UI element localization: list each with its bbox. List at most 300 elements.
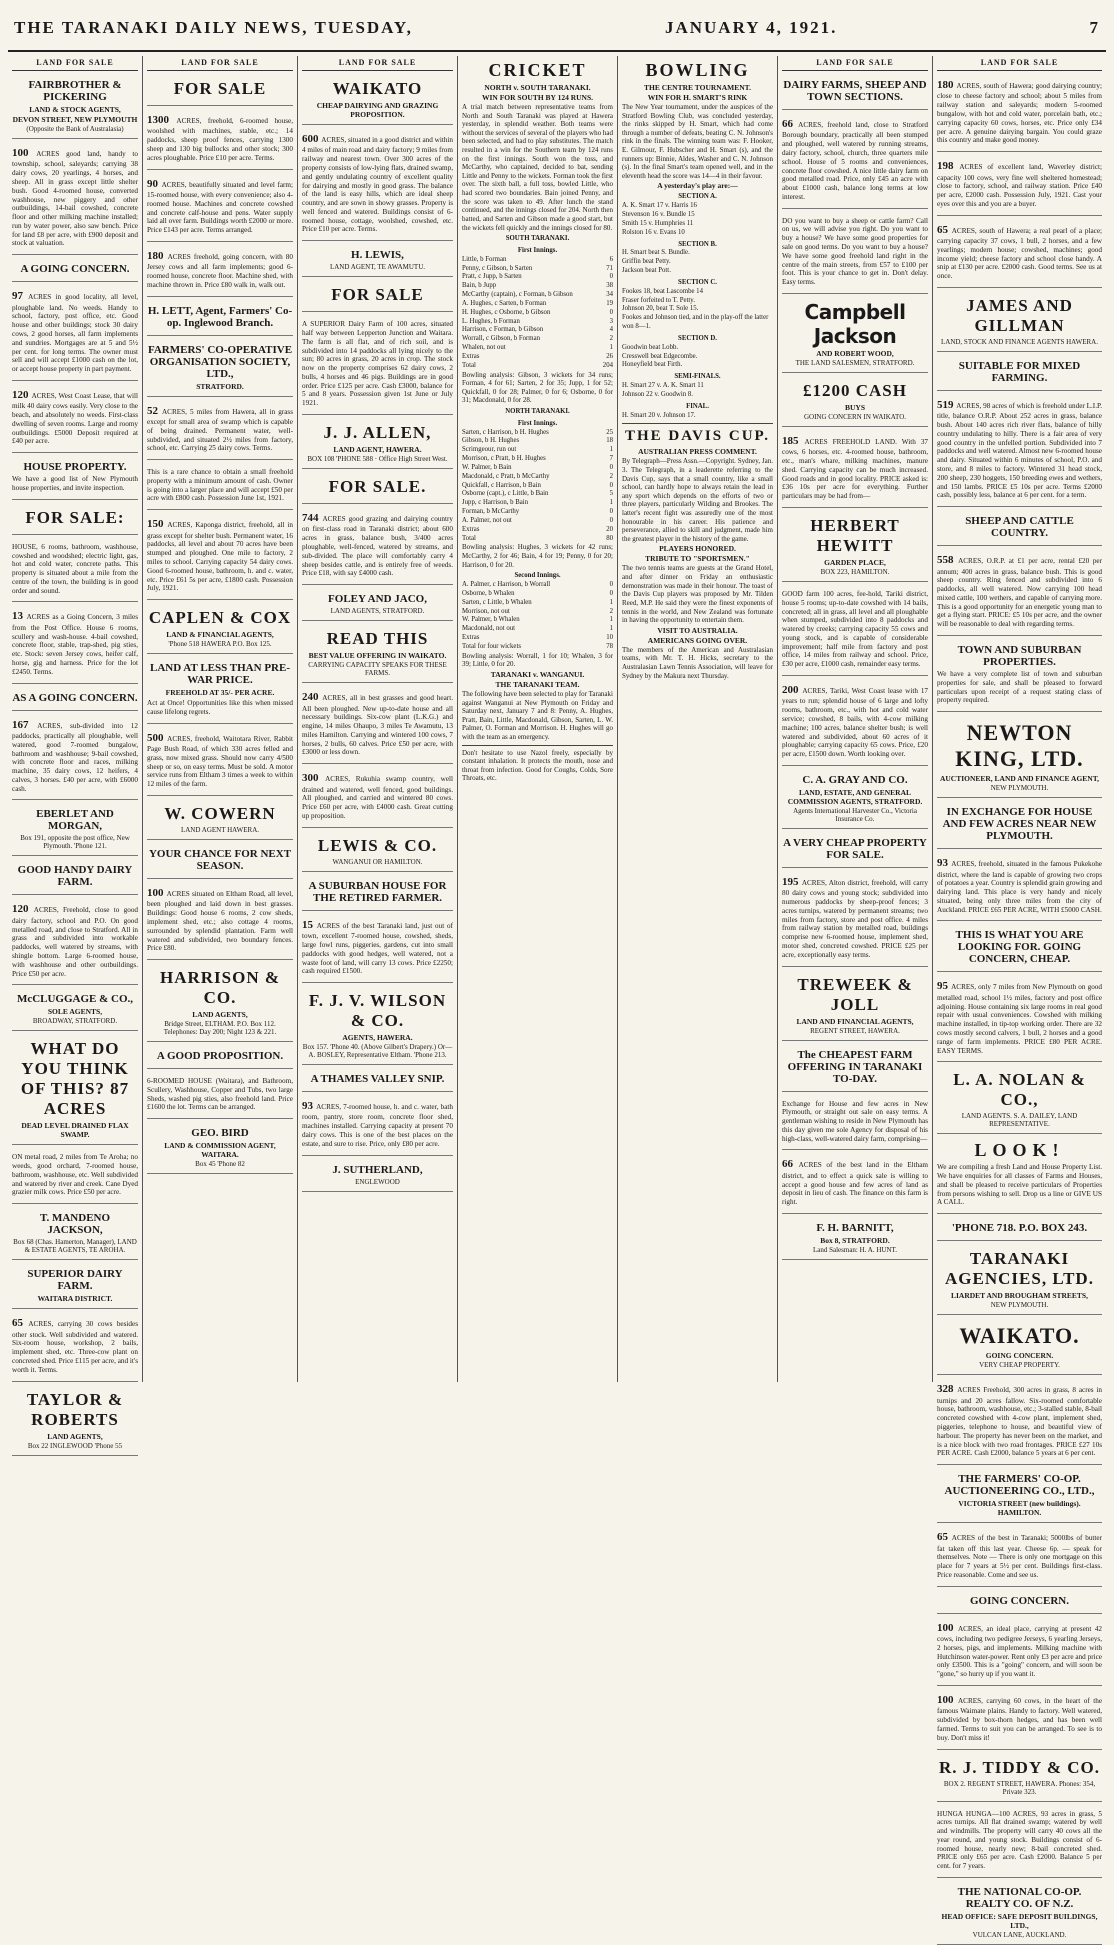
advertisement (937, 155, 1102, 216)
ad-title: HERBERT HEWITT (810, 516, 900, 555)
advertisement (937, 1753, 1102, 1802)
advertisement (302, 315, 453, 415)
runs: 0 (609, 589, 613, 597)
bowling-column (618, 56, 778, 1382)
batsman: Macdonald, not out (462, 625, 516, 633)
advertisement (937, 1689, 1102, 1750)
runs: 2 (609, 607, 613, 615)
ad-subtitle: FREEHOLD AT 35/- PER ACRE. (165, 688, 275, 698)
column-7 (933, 56, 1106, 1939)
ad-body: 240 ACRES, all in best grasses and good heart. All been ploughed. New up-to-date house and all necessary buildings. Six-cow plant (L.K.G.) and engine, 14 miles Ohaupo, 3 miles Te Awamutu, 13 miles Hamilton. Carrying and wintered 100 cows, 7 horses, 2 bulls, 60 calves. Price £50 per acre, with £3000 or less down. (302, 691, 453, 757)
column-2 (143, 56, 298, 1382)
section-result: Cresswell beat Edgecombe. (622, 352, 698, 360)
ad-title: GEO. BIRD (191, 1127, 249, 1140)
batsman: Whalen, not out (462, 344, 506, 352)
ad-contact: NEW PLYMOUTH. (990, 784, 1049, 793)
advertisement (937, 1617, 1102, 1686)
advertisement (147, 300, 293, 336)
advertisement (302, 686, 453, 764)
ad-contact: LAND, STOCK AND FINANCE AGENTS HAWERA. (940, 337, 1098, 346)
cricket-report: A trial match between representative teams from North and South Taranaki was played at Hawera yesterday, in splendid weather. Both teams were without the services of several of the players who had been selected, and had to play substitutes. The match resulted in a win for the Southern team by 124 runs on the first innings. South won the toss, and McCarthy, who captained, decided to bat, sending Little and Penny to the wickets. Forman took the first over. The sixth ball, a full toss, bowled Little, who had scored two boundaries. Bain joined Penny, and the score was taken to 49. After lunch the stand continued, and the innings closed for 204. North then batted, and Sarten and Gibson made a good start, but the wickets fell quickly and the innings closed for 80. (462, 103, 613, 232)
batsman: Morrison, c Pratt, b H. Hughes (462, 455, 546, 463)
ad-contact: Bridge Street, ELTHAM. P.O. Box 112. Telephones: Day 200; Night 123 & 221. (163, 1020, 277, 1037)
ad-title: THIS IS WHAT YOU ARE LOOKING FOR. GOING CONCERN, CHEAP. (955, 929, 1084, 966)
ad-contact: REGENT STREET, HAWERA. (810, 1026, 900, 1035)
ad-title: £1200 CASH (803, 380, 907, 400)
ad-contact: BOX 108 'PHONE 588 · Office High Street West. (307, 455, 448, 464)
advertisement (302, 1095, 453, 1156)
bowling-subheading: THE CENTRE TOURNAMENT. (644, 83, 751, 92)
ad-body: 6-ROOMED HOUSE (Waitara), and Bathroom, Scullery, Washhouse, Copper and Tubs, two large Sheds, washed pig sties, also freehold land. Price £1600 the lot. Terms can be arranged. (147, 1077, 293, 1112)
ad-subtitle: WAITARA DISTRICT. (37, 1294, 113, 1304)
acreage-figure: 240 (302, 691, 323, 704)
runs: 0 (609, 308, 613, 316)
ad-contact: THE LAND SALESMEN, STRATFORD. (795, 358, 915, 367)
runs: 18 (606, 437, 613, 445)
advertisement (12, 258, 138, 282)
masthead-left: THE TARANAKI DAILY NEWS, TUESDAY, (14, 18, 413, 37)
section-result: Fookes and Johnson tied, and in the play-off the latter won 8—1. (622, 314, 769, 331)
score-row (462, 309, 613, 318)
section-result: Stevenson 16 v. Bundle 15 (622, 211, 695, 219)
ad-body: 65 ACRES, carrying 30 cows besides other stock. Well subdivided and watered. Six-room house, workshop, 2 bails, implement shed, etc. Three-cow plant on concreted shed. Price £115 per acre, and it's worth it. Terms. (12, 1317, 138, 1374)
section-result: H. Smart 27 v. A. K. Smart 11 (622, 382, 704, 390)
advertisement (147, 400, 293, 461)
ad-body: 15 ACRES of the best Taranaki land, just out of town, excellent 7-roomed house, cowshed, sheds, large fowl runs, piggeries, gardens, cut into small paddocks with good hedges, well watered, not a waste foot of land, will carry 13 cows. Price £2250; cash required £1500. (302, 918, 453, 976)
section-result: Honeyfield beat Firth. (622, 361, 683, 369)
score-row (462, 464, 613, 473)
bowling-results-intro: A yesterday's play are:— (657, 181, 738, 191)
advertisement (302, 128, 453, 241)
acreage-figure: 200 (782, 684, 803, 697)
ad-subtitle: GARDEN PLACE, (824, 558, 886, 567)
advertisement (147, 882, 293, 960)
visit-title: VISIT TO AUSTRALIA. (657, 625, 738, 635)
section-result: Smith 15 v. Humphries 11 (622, 219, 694, 227)
cricket-heading: CRICKET (488, 60, 587, 80)
south-batting (462, 256, 613, 371)
advertisement (147, 1045, 293, 1069)
runs: 1 (609, 625, 613, 633)
scorecard (462, 235, 613, 669)
ad-body: 100 ACRES situated on Eltham Road, all level, been ploughed and laid down in best grasses. Buildings: Good house 6 rooms, 2 cow sheds, implement shed, etc.; also cottage 4 rooms, surrounded by splendid plantation. Farm well watered and subdivided, two boundary fences. Price £80. (147, 887, 294, 953)
ad-title: EBERLET AND MORGAN, (36, 808, 114, 833)
ad-title: WAIKATO. (959, 1323, 1080, 1349)
acreage-figure: 195 (782, 875, 802, 888)
section-result: Fookes 18, beat Lascombe 14 (622, 287, 703, 295)
batsman: Forman, b McCarthy (462, 508, 520, 516)
second-innings-title: Second Innings. (514, 572, 561, 580)
section-result: H. Smart beat S. Bundle. (622, 249, 690, 257)
advertisement (147, 963, 293, 1042)
runs: 78 (606, 642, 613, 650)
advertisement (937, 1217, 1102, 1241)
scorecard-innings: First Innings. (517, 246, 558, 254)
batsman: W. Palmer, b Whalen (462, 616, 520, 624)
batsman: Extras (462, 352, 480, 360)
advertisement (782, 430, 928, 508)
runs: 38 (606, 282, 613, 290)
advertisement (12, 538, 138, 603)
ad-title: TAYLOR & ROBERTS (26, 1389, 124, 1429)
score-row (462, 581, 613, 590)
ad-title: TARANAKI AGENCIES, LTD. (945, 1249, 1094, 1289)
ad-title: TOWN AND SUBURBAN PROPERTIES. (957, 644, 1082, 669)
ad-subtitle: HEAD OFFICE: SAFE DEPOSIT BUILDINGS, LTD., (941, 1911, 1098, 1930)
advertisement (147, 1072, 293, 1119)
ad-subtitle: SOLE AGENTS, (47, 1007, 103, 1017)
ad-contact: 'Phone 518 HAWERA P.O. Box 125. (168, 640, 272, 649)
advertisement (937, 852, 1102, 921)
score-row (462, 265, 613, 274)
section-title: SECTION A. (678, 193, 717, 201)
runs: 1 (609, 344, 613, 352)
ad-contact: Box 22 INGLEWOOD 'Phone 55 (27, 1441, 123, 1450)
ad-body: 93 ACRES, 7-roomed house, h. and c. water, bath room, pantry, store room, concrete floor shed, machines installed. Carrying capacity at present 70 dairy cows. This is one of the best places on the estate, and sure to rise. Price, only £80 per acre. (302, 1100, 453, 1148)
score-row (462, 634, 613, 643)
batsman: L. Hughes, b Forman (462, 317, 520, 325)
advertisement (12, 859, 138, 895)
score-row (462, 335, 613, 344)
advertisement (12, 687, 138, 711)
ad-title: T. MANDENO JACKSON, (39, 1212, 111, 1237)
ad-title: FOR SALE (331, 285, 424, 305)
batsman: Pratt, c Jupp, b Sarten (462, 273, 522, 281)
players-honored-sub: TRIBUTE TO "SPORTSMEN." (645, 554, 750, 564)
advertisement (302, 472, 453, 504)
ad-logo: Campbell Jackson (804, 299, 906, 348)
runs: 1 (609, 616, 613, 624)
score-row (462, 643, 613, 652)
ad-title: H. LEWIS, (351, 249, 404, 262)
ad-subtitle: BUYS (844, 402, 865, 412)
ad-body: 66 ACRES of the best land in the Eltham district, and to effect a quick sale is willing to accept a good house and few acres of land as deposit in lieu of cash. The finance on this farm is right. (782, 1158, 928, 1207)
acreage-figure: 100 (147, 887, 167, 899)
team-list: The following have been selected to play for Taranaki against Wanganui at New Plymouth on Friday and Saturday next, January 7 and 8: Penny, A. Hughes, Pratt, Bain, Little, Macdonald, Gibson, Sarten, L. W. Palmer, O. Forman and Morrison. H. Hughes will go with the team as an emergency. (462, 689, 613, 741)
taranaki-wanganui: TARANAKI v. WANGANUI. (490, 669, 585, 679)
ad-contact: CARRYING CAPACITY SPEAKS FOR THESE FARMS. (308, 661, 447, 678)
batsman: A. Palmer, c Harrison, b Worrall (462, 581, 551, 589)
section-result: Griffin beat Petty. (622, 258, 671, 266)
advertisement (302, 914, 453, 983)
advertisement (937, 549, 1102, 636)
advertisement (782, 585, 928, 676)
section-result: H. Smart 20 v. Johnson 17. (622, 411, 696, 419)
runs: 10 (606, 634, 613, 642)
north-bowling: Bowling analysis: Hughes, 3 wickets for 42 runs; McCarthy, 2 for 46; Bain, 4 for 19; Penny, 0 for 20; Harrison, 0 for 20. (462, 543, 613, 569)
advertisement (937, 394, 1102, 507)
ad-body: We have a good list of New Plymouth house properties, and invite inspection. (12, 475, 138, 492)
advertisement (937, 1244, 1102, 1315)
advertisement (12, 1385, 138, 1456)
ad-title: A THAMES VALLEY SNIP. (310, 1073, 445, 1086)
score-row (462, 482, 613, 491)
advertisement (937, 219, 1102, 288)
ad-body: Exchange for House and few acres in New Plymouth, or straight out sale on easy terms. A gentleman wishing to reside in New Plymouth has this day given me sole Agency for disposal of his high-class, well-watered dairy farm, comprising— (782, 1099, 928, 1143)
advertisement (782, 679, 928, 766)
advertisement (302, 831, 453, 872)
advertisement (147, 513, 293, 600)
advertisement (12, 503, 138, 535)
ad-body: We have a very complete list of town and suburban properties for sale, and shall be pleased to forward particulars upon receipt of a request stating class of property required. (937, 670, 1102, 705)
ad-contact: Land Salesman: H. A. HUNT. (812, 1246, 898, 1254)
ad-title: J. SUTHERLAND, (332, 1163, 423, 1176)
second-bowling: Bowling analysis: Worrall, 1 for 10; Whalen, 3 for 39; Little, 0 for 20. (462, 651, 613, 669)
advertisement (147, 463, 293, 510)
batsman: Little, b Forman (462, 255, 507, 263)
advertisement (302, 418, 453, 469)
ad-subtitle: Box 8, STRATFORD. (820, 1236, 890, 1245)
section-title: SECTION B. (678, 240, 717, 248)
advertisement (302, 875, 453, 911)
acreage-figure: 600 (302, 133, 322, 145)
runs: 0 (609, 581, 613, 589)
score-row (462, 490, 613, 499)
masthead-date: JANUARY 4, 1921. (664, 18, 838, 37)
ad-body: GOOD farm 100 acres, fee-hold, Tariki district, house 5 rooms; up-to-date cowshed with 14 bails, concreted; all in grass, all level and all ploughable when stumped, subdivided into 8 paddocks and watered by creeks; carrying capacity 55 cows and young stock, and is capable of considerable improvement; half mile from factory and post office, 14 miles from railway and school. Price, £30 per acre, £1000 cash, remainder easy terms. (782, 590, 928, 669)
runs: 1 (609, 499, 613, 507)
ad-title: The CHEAPEST FARM OFFERING IN TARANAKI TO-DAY. (787, 1048, 923, 1085)
ad-title: SUITABLE FOR MIXED FARMING. (958, 359, 1081, 384)
column-6 (778, 56, 933, 1382)
advertisement (147, 173, 293, 242)
advertisement (937, 1881, 1102, 1945)
ad-contact: WANGANUI OR HAMILTON. (332, 857, 423, 866)
ad-title: LAND AT LESS THAN PRE-WAR PRICE. (150, 662, 290, 687)
north-innings: First Innings. (517, 419, 558, 427)
section-result: Goodwin beat Lobb. (622, 343, 679, 351)
section-title: SECTION C. (678, 278, 717, 286)
davis-cup-report: By Telegraph—Press Assn.—Copyright. Sydney, Jan. 3. The Telegraph, in a leaderette referring to the Davis Cup, says that a small country, like a small school, can hardly hope to always retain the lead in any sport which depends on the efforts of two or three players, particularly Wilding and Brookes. The latter's recent fight was assuredly one of the most honourable in his career. His patience and perseverance, allied to skill and judgment, made him the greatest player in the history of the game. (622, 457, 773, 543)
acreage-figure: 52 (147, 404, 162, 417)
section-result: Johnson 22 v. Goodwin 8. (622, 390, 693, 398)
ad-body: DO you want to buy a sheep or cattle farm? Call on us, we will advise you right. Do you want to buy a house? We have some good properties for sale on good terms. Do you want to buy a house? We have some good freehold land right in the centre of the main streets, from £57 to £100 per foot. This is your chance to get in. Don't delay. Easy terms. (782, 216, 928, 287)
ad-contact: VERY CHEAP PROPERTY. (979, 1361, 1060, 1370)
ad-body: We are compiling a fresh Land and House Property List. We have enquiries for all classes of Farms and Houses, and shall be pleased to receive particulars of Properties from persons wishing to sell. Drop us a line or GIVE US A CALL. (937, 1163, 1102, 1207)
advertisement (937, 801, 1102, 849)
ad-subtitle: CHEAP DAIRYING AND GRAZING PROPOSITION. (316, 101, 439, 119)
runs: 20 (606, 525, 613, 533)
advertisement (937, 1590, 1102, 1614)
acreage-figure: 95 (937, 980, 952, 993)
score-row (462, 599, 613, 608)
acreage-figure: 558 (937, 554, 959, 567)
ad-body: 195 ACRES, Alton district, freehold, will carry 80 dairy cows and young stock; subdivided into numerous paddocks by sheep-proof fences; 3 acres turnips, watered by permanent streams; two miles from factory, store and post office. 4 miles from railway station by metalled road, buildings comprise new 6-roomed house, implement shed, motor shed, concreted cowshed. PRICE £25 per acre, exceptionally easy terms. (782, 875, 928, 959)
score-row (462, 318, 613, 327)
ad-contact: Box 68 (Chas. Hamerton, Manager), LAND & ESTATE AGENTS, TE AROHA. (13, 1238, 137, 1255)
players-honored-title: PLAYERS HONORED. (659, 544, 736, 554)
advertisement (782, 511, 928, 582)
ad-title: A GOING CONCERN. (20, 263, 130, 276)
ad-contact: Box 45 'Phone 82 (195, 1160, 245, 1169)
batsman: McCarthy (captain), c Forman, b Gibson (462, 291, 573, 299)
davis-cup-subheading: AUSTRALIAN PRESS COMMENT. (638, 447, 757, 457)
advertisement (147, 245, 293, 297)
ad-title: WHAT DO YOU THINK OF THIS? 87 ACRES (20, 1039, 130, 1119)
ad-title: CAPLEN & COX (148, 608, 292, 628)
advertisement (147, 727, 293, 796)
batsman: Macdonald, c Pratt, b McCarthy (462, 472, 550, 480)
ad-title: JAMES AND GILLMAN (966, 295, 1073, 335)
score-row (462, 616, 613, 625)
cricket-subheading: NORTH v. SOUTH TARANAKI. (484, 83, 591, 92)
acreage-figure: 198 (937, 160, 960, 173)
ad-body: ON metal road, 2 miles from Te Aroha; no weeds, good orchard, 7-roomed house, bathroom, washhouse, etc. Well subdivided and watered by river and creek. Cane Dyed grazier milk cows. Price £50 per acre. (12, 1153, 138, 1197)
advertisement (12, 285, 138, 381)
advertisement (302, 74, 453, 125)
advertisement (302, 507, 453, 585)
advertisement (937, 1378, 1102, 1465)
advertisement (937, 975, 1102, 1062)
advertisement (12, 456, 138, 500)
advertisement (12, 384, 138, 453)
advertisement (782, 297, 928, 373)
ad-body: 66 ACRES, freehold land, close to Stratford Borough boundary, practically all been stumped and ploughed, well watered by running streams, dairy factory, school, church, three quarters mile school. House of 5 rooms and conveniences, concrete floor cowshed. A nice little dairy farm on good metalled road. Price, only £45 an acre with about £1000 cash, balance long terms at low interest. (782, 118, 929, 201)
ad-body: HUNGA HUNGA—100 ACRES, 93 acres in grass, 5 acres turnips. All flat drained swamp; watered by well and windmills. The property will carry 40 cows all the year round, and young stock. Buildings consist of 6-roomed house, nearly new; 8-bail concreted shed. PRICE only £65 per acre. Cash £2000. Balance 5 per cent. for 7 years. (937, 1809, 1102, 1871)
ad-body: 90 ACRES, beautifully situated and level farm; 15-roomed house, with every convenience; also 4-roomed house. Machines and concrete cowshed and concrete calf-house and pens. Water supply laid all over farm. Buildings worth £2000 or more. Price £143 per acre. Terms arranged. (147, 177, 294, 235)
advertisement (147, 74, 293, 106)
section-result: A. K. Smart 17 v. Harris 16 (622, 202, 697, 210)
advertisement (937, 291, 1102, 352)
score-row (462, 608, 613, 617)
score-row (462, 526, 613, 535)
ad-subtitle: LIARDET AND BROUGHAM STREETS, (951, 1291, 1088, 1301)
ad-contact: (Opposite the Bank of Australasia) (26, 125, 124, 133)
column-header: LAND FOR SALE (782, 56, 928, 71)
advertisement (937, 715, 1102, 798)
acreage-figure: 519 (937, 398, 957, 411)
ad-title: A SUBURBAN HOUSE FOR THE RETIRED FARMER. (308, 879, 447, 904)
batsman: Extras (462, 525, 480, 533)
advertisement (147, 109, 293, 170)
ad-contact: BOX 2. REGENT STREET, HAWERA. Phones: 354, Private 323. (943, 1779, 1096, 1796)
acreage-figure: 100 (937, 1621, 958, 1634)
batsman: A. Hughes, c Sarten, b Forman (462, 299, 547, 307)
columns (8, 56, 1106, 1939)
players-honored-report: The two tennis teams are guests at the Grand Hotel, and after dinner on Friday an enthusiastic demonstration was made in their honour. The toast of the Davis Cup players was proposed by Mr. Tilden Reed, M.P. He said they were the finest exponents of tennis in the world, and New Zealand was fortunate in having the opportunity to entertain them. (622, 564, 773, 625)
advertisement (937, 510, 1102, 546)
batsman: Worrall, c Gibson, b Forman (462, 335, 540, 343)
ad-address: DEVON STREET, NEW PLYMOUTH (12, 115, 138, 124)
ad-subtitle: AGENTS, HAWERA. (342, 1033, 413, 1043)
ad-title: FOR SALE. (328, 477, 427, 497)
batsman: Jupp, c Harrison, b Bain (462, 499, 529, 507)
advertisement (12, 803, 138, 856)
score-row (462, 282, 613, 291)
advertisement (937, 1468, 1102, 1523)
ad-subtitle: STRATFORD. (196, 381, 244, 391)
ad-body: 120 ACRES, Freehold, close to good dairy factory, school and P.O. On good metalled road, and close to Stratford. All in grass and subdivided into workable paddocks, well watered by streams, with shingle bottom. Large 6-roomed house, with washhouse and other outbuildings. Price £50 per acre. (12, 903, 139, 978)
ad-title: FAIRBROTHER & PICKERING (28, 79, 122, 103)
runs: 0 (609, 516, 613, 524)
advertisement (782, 212, 928, 294)
ad-title: SHEEP AND CATTLE COUNTRY. (965, 515, 1074, 540)
advertisement (12, 74, 138, 139)
ad-contact: VULCAN LANE, AUCKLAND. (972, 1930, 1067, 1939)
runs: 0 (609, 481, 613, 489)
ad-title: GOING CONCERN. (969, 1594, 1069, 1607)
section-title: SECTION D. (678, 334, 717, 342)
ad-body: 558 ACRES, O.R.P. at £1 per acre, rental £20 per annum; 400 acres in grass, balance bush. This is good sheep country. Ring fenced and subdivided into 6 paddocks, all well watered. Now carrying 100 head mixed cattle, 100 wethers, and capable of carrying more. This is a good opportunity for an energetic young man to get a flying start. PRICE: £5 10s per acre, and the owner will be reasonable to deal with regarding terms. (937, 554, 1103, 629)
ad-body: HOUSE, 6 rooms, bathroom, washhouse, cowshed and woodshed; electric light, gas, hot and cold water, concrete paths. This property is situated about a mile from the centre of the town, the building is in good order and sound. (12, 542, 138, 595)
advertisement (12, 1263, 138, 1309)
acreage-figure: 100 (12, 147, 37, 159)
north-title: NORTH TARANAKI. (505, 408, 570, 415)
advertisement (302, 280, 453, 312)
score-row (462, 499, 613, 508)
ad-contact: Agents International Harvester Co., Victoria Insurance Co. (793, 806, 917, 823)
ad-title: A VERY CHEAP PROPERTY FOR SALE. (783, 836, 927, 861)
advertisement (147, 603, 293, 654)
advertisement (147, 799, 293, 840)
ad-body: 600 ACRES, situated in a good district and within 4 miles of main road and dairy factory; 9 miles from railway and nearest town. Over 300 acres of the property consists of low-lying flats, drained swamp, and gently undulating country of excellent quality for dairying and mostly in good grass. The balance of the land is easy hills, which are ideal sheep country, and are sown in showy grasses. Property is well fenced and watered. Buildings consist of 6-roomed house, cottage, woolshed, cowshed, etc. Price £10 per acre. Terms. (302, 133, 454, 234)
ad-title: AS A GOING CONCERN. (12, 691, 138, 704)
ad-contact: LAND AGENTS. S. A. DAILEY, LAND REPRESENTATIVE. (961, 1112, 1078, 1129)
ad-title: L. A. NOLAN & CO., (953, 1070, 1086, 1110)
ad-body: 93 ACRES, freehold, situated in the famous Pukekohe district, where the land is capable of growing two crops of potatoes a year. Country is splendid grain growing and dairying land. This place is very handy and nicely situated, being only three miles from the city of Auckland. PRICE £65 PER ACRE, WITH £5000 CASH. (937, 857, 1102, 914)
bowling-report: The New Year tournament, under the auspices of the Stratford Bowling Club, was concluded yesterday, the rinks skipped by H. Smart, which had come through a number of defeats, beating C. N. Johnson's rink in the finals. The winning team was: F. Hooker, E. Gilmour, F. Hubscher and H. Smart (s), and the runners up: Binnie, Aldes, Washer and C. N. Johnson (s). In the final Smart's team opened well, and in the eleventh head the score was 14—4 in their favour. (622, 103, 773, 180)
score-row (462, 362, 613, 371)
advertisement (782, 1153, 928, 1214)
advertisement (937, 74, 1102, 152)
advertisement (302, 986, 453, 1065)
masthead (8, 6, 1106, 52)
batsman: Morrison, not out (462, 607, 510, 615)
batsman: Quickfall, c Harrison, b Bain (462, 481, 541, 489)
column-header: LAND FOR SALE (147, 56, 293, 71)
ad-body: 744 ACRES good grazing and dairying country on first-class road in Taranaki district; about 600 acres in grass, balance bush, 3/400 acres ploughable, well-fenced, watered by streams, and sub-divided. The place will comfortably carry 4 sheep besides cattle, and is entirely free of weeds. Price £18, with say £4000 cash. (302, 512, 453, 578)
advertisement (12, 605, 138, 683)
score-row (462, 535, 613, 544)
ad-title: W. COWERN (164, 804, 276, 823)
advertisement (937, 1805, 1102, 1878)
ad-title: HARRISON & CO. (159, 968, 281, 1008)
advertisement (147, 657, 293, 724)
advertisement (937, 355, 1102, 391)
ad-body: A SUPERIOR Dairy Farm of 100 acres, situated half way between Lepperton Junction and Waitara. The farm is all flat, and of rich soil, and is subdivided into 14 paddocks all lying nicely to the sun; 80 acres in grass, 20 acres in crop. The stock now on the property comprises 62 dairy cows, 2 bulls, 4 horses and 46 pigs. Buildings are in good order. Price £125 per acre. Cash £3000, balance for 5 and 8 years. Possession given 1st June or July 1921. (302, 320, 453, 408)
advertisement (782, 1044, 928, 1092)
batsman: A. Palmer, not out (462, 516, 512, 524)
score-row (462, 273, 613, 282)
acreage-figure: 66 (782, 118, 799, 130)
batsman: W. Palmer, b Bain (462, 463, 512, 471)
score-row (462, 300, 613, 309)
advertisement (937, 924, 1102, 972)
ad-title: IN EXCHANGE FOR HOUSE AND FEW ACRES NEAR NEW PLYMOUTH. (942, 806, 1097, 843)
ad-body: 13 ACRES as a Going Concern, 3 miles from the Post Office. House 6 rooms, scullery and wash-house. 4-bail cowshed, concrete floor, stable, trap-shed, pig sties, etc. Stock: seven Jersey cows, heifer calf, horse, gig and harness. Price for the lot £2450. Terms. (12, 610, 139, 676)
ad-body: 500 ACRES, freehold, Waitotara River, Rabbit Page Bush Road, of which 330 acres felled and grass, now mixed grass. Should now carry 4/500 sheep or so, on easy terms. Must be sold. A motor service runs from Eltham 3 times a week to within 12 miles of the farm. (147, 731, 293, 789)
score-row (462, 517, 613, 526)
ad-subtitle: BEST VALUE OFFERING IN WAIKATO. (308, 651, 447, 661)
runs: 71 (606, 264, 613, 272)
ad-title: READ THIS (326, 629, 429, 649)
advertisement (12, 1148, 138, 1204)
advertisement (147, 1122, 293, 1174)
advertisement (302, 624, 453, 683)
runs: 0 (609, 273, 613, 281)
advertisement (937, 1318, 1102, 1375)
cricket-result: WIN FOR SOUTH BY 124 RUNS. (482, 93, 593, 102)
column-3 (298, 56, 458, 1382)
batsman: Sarten, c Little, b Whalen (462, 598, 532, 606)
ad-body: 180 ACRES, south of Hawera; good dairying country; close to cheese factory and school; about 5 miles from railway station and saleyards; modern 5-roomed bungalow, with hot and cold water, porcelain bath, etc.; carrying capacity 60 cows, horses, etc. Price only £34 per acre. A genuine dairying bargain. You could graze this country and make good money. (937, 79, 1102, 145)
advertisement (12, 1207, 138, 1260)
bowling-sections (622, 193, 773, 420)
acreage-figure: 120 (12, 903, 34, 916)
ad-title: GOOD HANDY DAIRY FARM. (17, 864, 133, 889)
ad-title: FARMERS' CO-OPERATIVE ORGANISATION SOCIETY, LTD., (147, 343, 293, 380)
score-row (462, 455, 613, 464)
